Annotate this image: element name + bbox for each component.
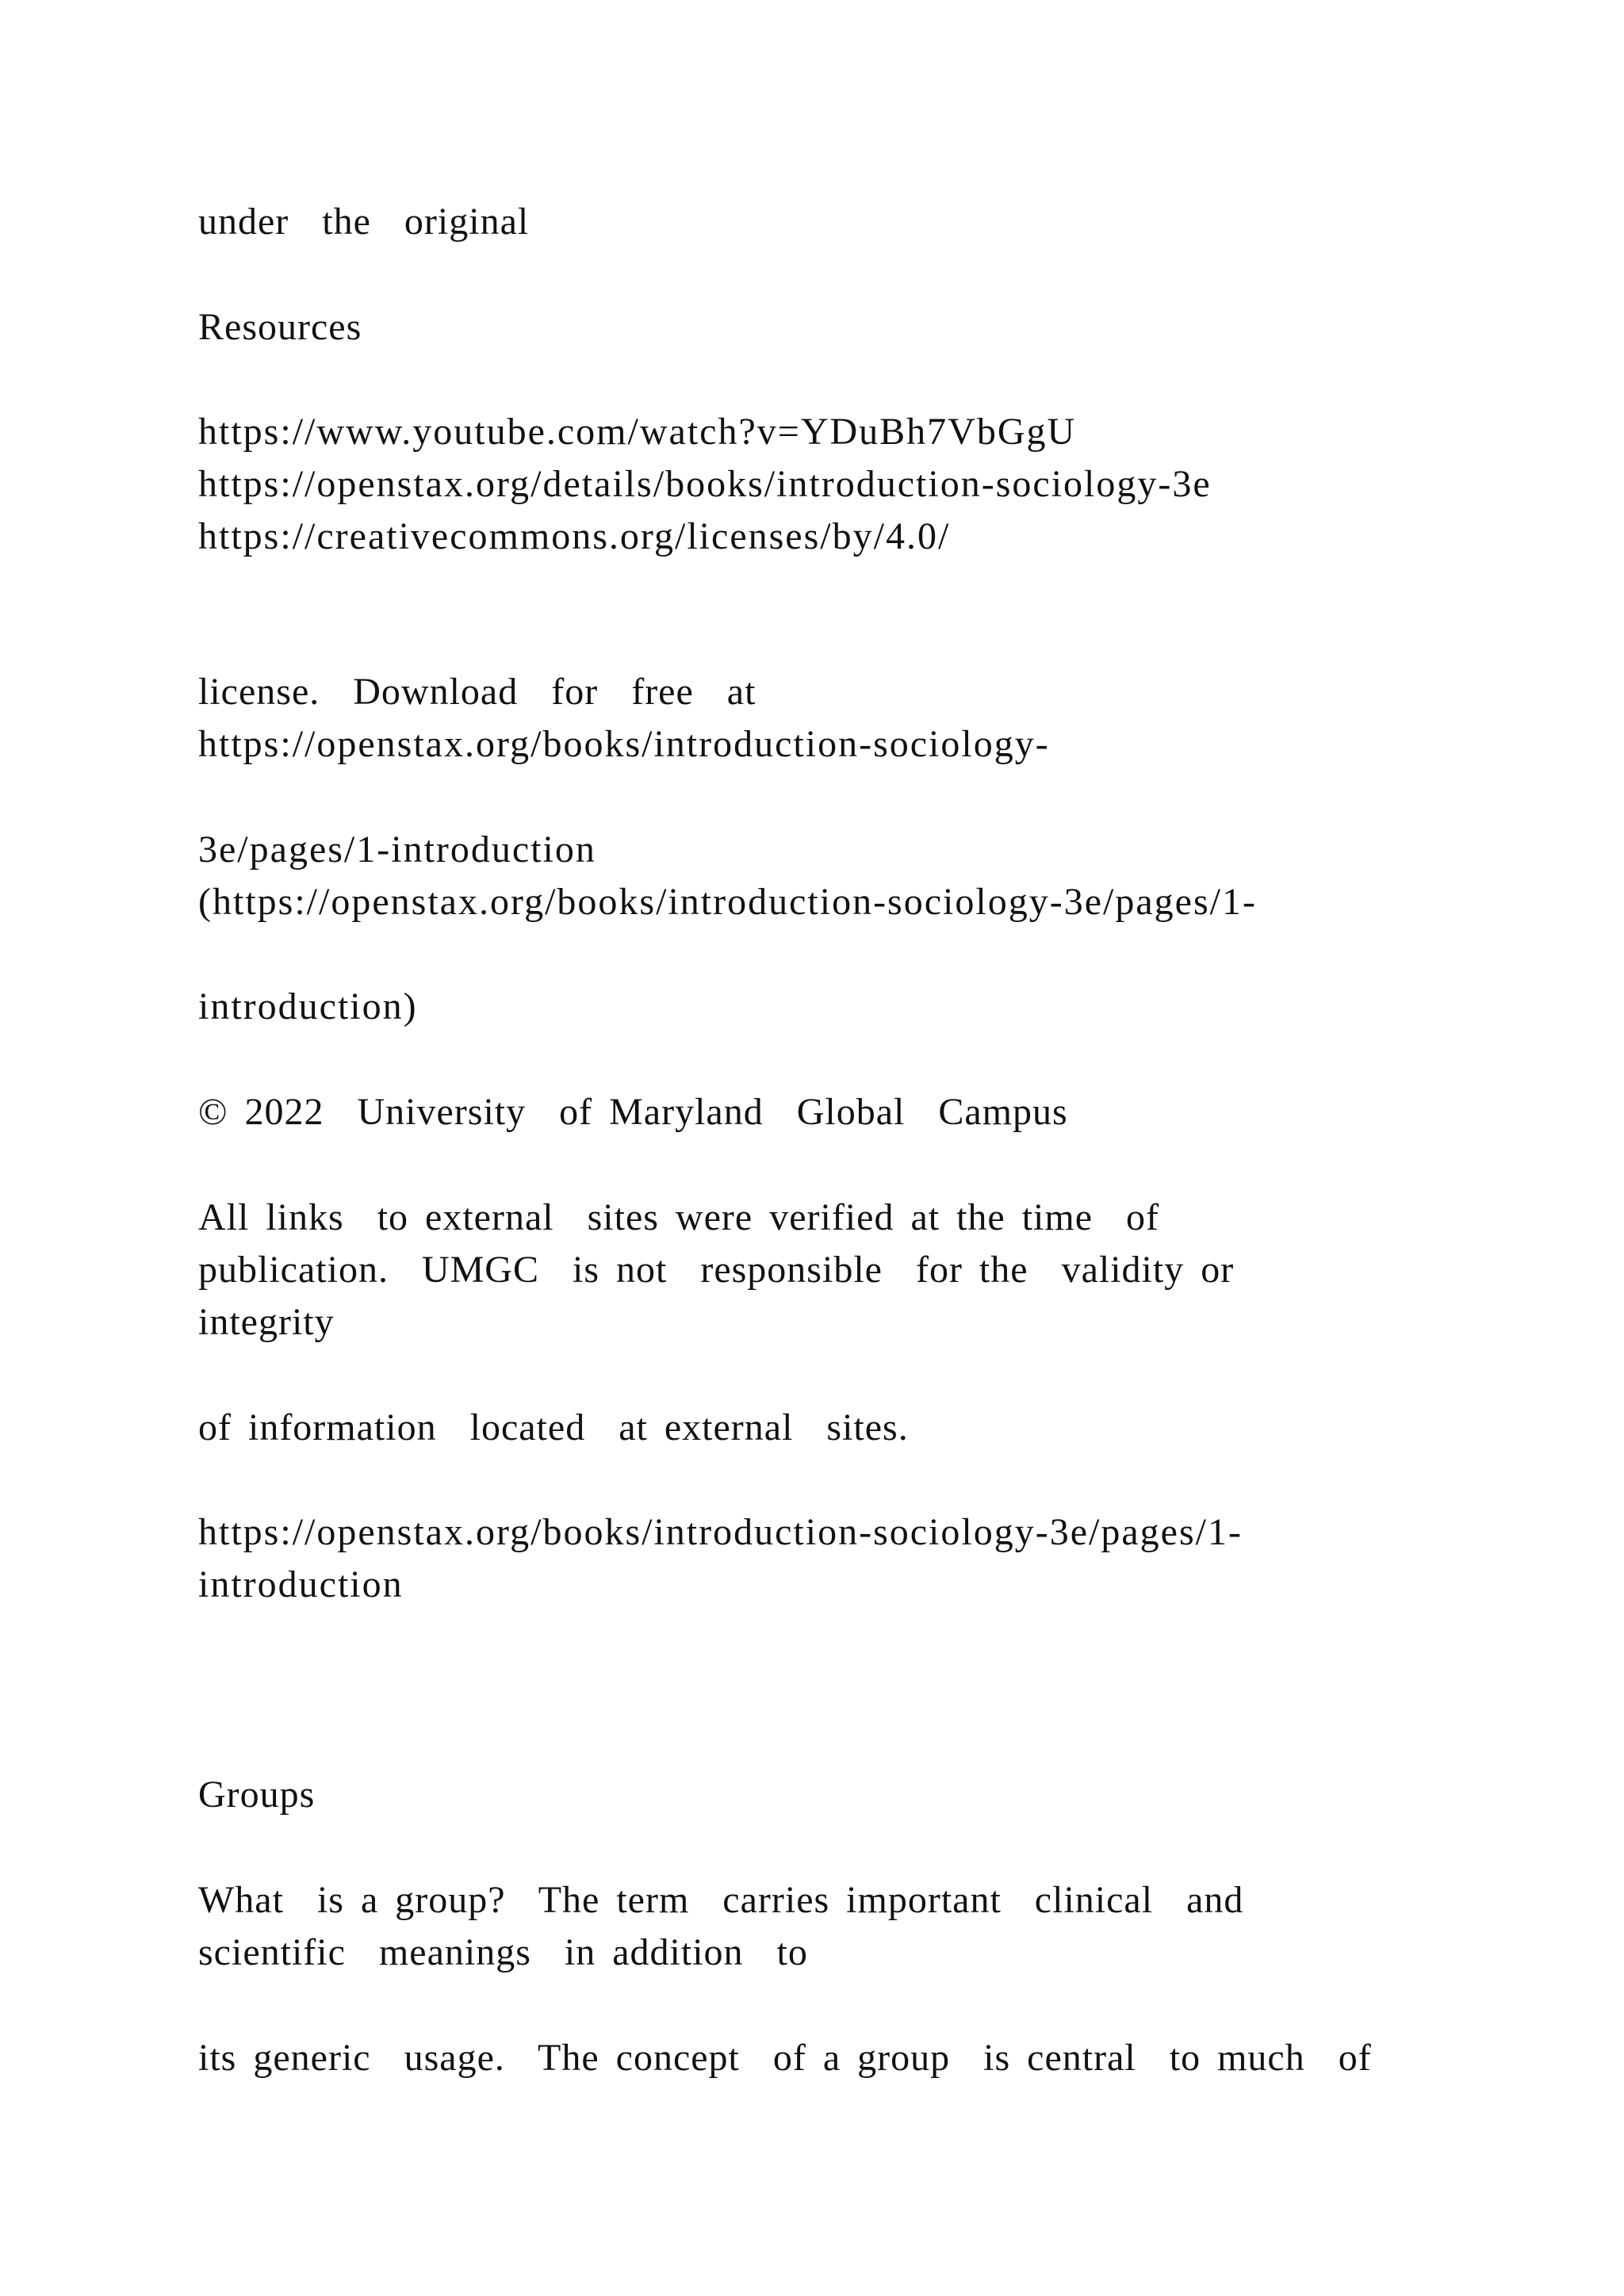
resource-link[interactable]: https://www.youtube.com/watch?v=YDuBh7VbGgU [198, 411, 1077, 453]
text-line: its generic usage. The concept of a group is central to much of [198, 2037, 1372, 2079]
resource-link[interactable]: https://creativecommons.org/licenses/by/4.0/ [198, 515, 951, 557]
text-line: What is a group? The term carries important clinical and [198, 1879, 1244, 1921]
text-line: All links to external sites were verified at the time of [198, 1196, 1160, 1238]
link-line[interactable]: introduction [198, 1563, 404, 1605]
link-line[interactable]: (https://openstax.org/books/introduction-sociology-3e/pages/1- [198, 881, 1257, 923]
resource-link[interactable]: https://openstax.org/details/books/introduction-sociology-3e [198, 463, 1212, 505]
text-line: publication. UMGC is not responsible for the validity or [198, 1249, 1235, 1291]
text-line: integrity [198, 1301, 335, 1343]
text-line: scientific meanings in addition to [198, 1931, 808, 1973]
section-heading-groups: Groups [198, 1774, 316, 1816]
text-line: under the original [198, 201, 530, 243]
text-line: of information located at external sites. [198, 1406, 909, 1448]
link-line[interactable]: https://openstax.org/books/introduction-sociology- [198, 723, 1050, 765]
section-heading-resources: Resources [198, 306, 362, 348]
link-line[interactable]: https://openstax.org/books/introduction-sociology-3e/pages/1- [198, 1511, 1243, 1553]
copyright-line: © 2022 University of Maryland Global Campus [198, 1091, 1068, 1133]
text-line: license. Download for free at [198, 671, 756, 713]
link-line[interactable]: 3e/pages/1-introduction [198, 828, 596, 871]
link-line[interactable]: introduction) [198, 985, 418, 1027]
